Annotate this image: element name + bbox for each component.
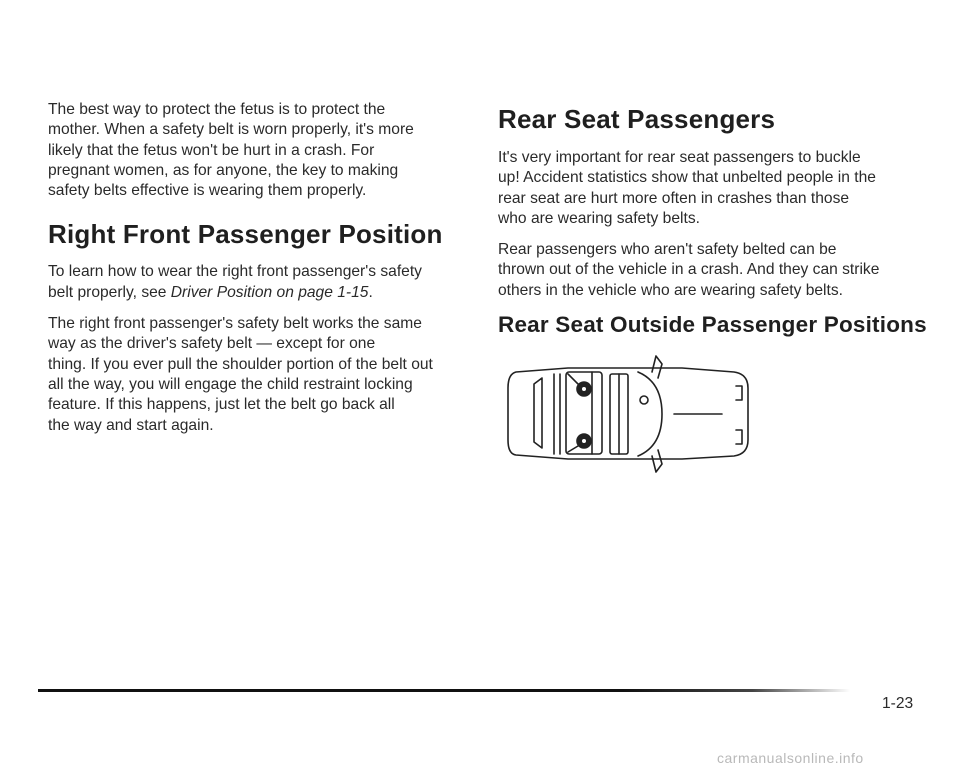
text-segment: belt properly, see (48, 283, 171, 301)
footer-rule (38, 689, 850, 692)
side-mirror-bottom (736, 430, 742, 444)
rear-seat-paragraph-1 (498, 148, 938, 229)
text-line: rear seat are hurt more often in crashes than those (498, 189, 850, 207)
side-mirror-top (736, 386, 742, 400)
text-line: The right front passenger's safety belt works the same (48, 315, 422, 333)
right-column (498, 104, 938, 338)
text-line: feature. If this happens, just let the belt go back all (48, 396, 395, 414)
rear-window (534, 378, 542, 448)
text-line: safety belts effective is wearing them properly. (48, 182, 367, 200)
text-line: The best way to protect the fetus is to protect the (48, 101, 386, 118)
cross-reference-link[interactable]: Driver Position on page 1-15 (170, 283, 369, 301)
rear-seat-paragraph-2 (498, 240, 938, 301)
text-line: all the way, you will engage the child restraint locking (48, 375, 413, 393)
text-line: thrown out of the vehicle in a crash. And they can strike (498, 261, 880, 279)
text-line: thing. If you ever pull the shoulder portion of the belt out (48, 355, 433, 373)
text-line: It's very important for rear seat passengers to buckle (498, 149, 861, 166)
text-line: mother. When a safety belt is worn properly, it's more (48, 121, 414, 139)
text-line: likely that the fetus won't be hurt in a crash. For (48, 141, 375, 159)
section-heading-rear-seat: Rear Seat Passengers (498, 104, 776, 134)
text-line: pregnant women, as for anyone, the key to making (48, 161, 399, 179)
section-heading-right-front: Right Front Passenger Position (48, 219, 443, 250)
text-line: others in the vehicle who are wearing safety belts. (498, 281, 843, 299)
text-line: way as the driver's safety belt — except for one (48, 335, 376, 353)
windshield (638, 372, 662, 456)
text-line: To learn how to wear the right front passenger's safety (48, 263, 422, 281)
text-line: Rear passengers who aren't safety belted can be (498, 241, 837, 259)
page-number: 1-23 (882, 695, 914, 712)
left-column (48, 100, 466, 447)
text-line: the way and start again. (48, 416, 214, 434)
vehicle-seating-diagram (502, 338, 758, 478)
learn-paragraph (48, 262, 466, 303)
text-line (48, 283, 466, 303)
text-line: up! Accident statistics show that unbelted people in the (498, 169, 876, 187)
works-paragraph (48, 314, 466, 436)
section-heading-outside-positions: Rear Seat Outside Passenger Positions (498, 312, 927, 338)
text-segment: . (368, 283, 373, 301)
watermark: carmanualsonline.info (717, 750, 864, 766)
text-line: who are wearing safety belts. (498, 209, 700, 227)
intro-paragraph (48, 100, 466, 201)
